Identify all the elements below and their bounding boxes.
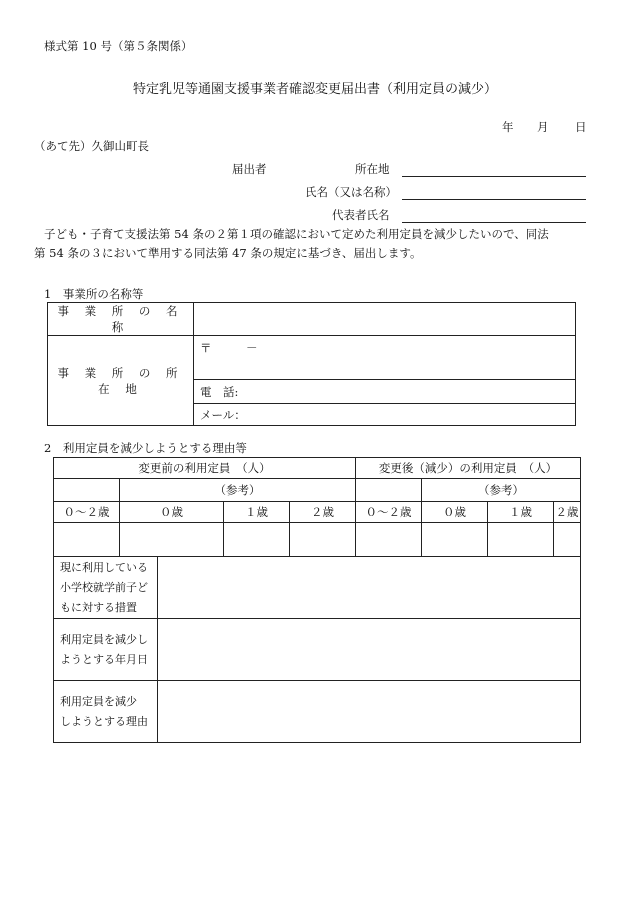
after-capacity-header: 変更後（減少）の利用定員 （人）: [356, 458, 581, 479]
address-label: 所在地: [355, 162, 390, 176]
date-day: 日: [575, 120, 587, 134]
before-0-2-value[interactable]: [54, 523, 120, 557]
after-col-0: ０歳: [422, 502, 488, 523]
name-label: 氏名（又は名称）: [305, 185, 397, 199]
body-text-line2: 第 54 条の３において準用する同法第 47 条の規定に基づき、届出します。: [34, 246, 422, 260]
facility-name-label: 事 業 所 の 名 称: [48, 303, 194, 336]
phone-field[interactable]: 電 話:: [194, 380, 576, 404]
before-col-0: ０歳: [120, 502, 224, 523]
after-col-2: ２歳: [554, 502, 581, 523]
notifier-label: 届出者: [232, 162, 267, 176]
name-field[interactable]: [402, 199, 586, 200]
before-col-0-2: ０～２歳: [54, 502, 120, 523]
capacity-table: [53, 457, 581, 743]
after-reference-header: （参考）: [422, 479, 581, 502]
before-2-value[interactable]: [290, 523, 356, 557]
before-1-value[interactable]: [224, 523, 290, 557]
facility-name-field[interactable]: [194, 303, 576, 336]
after-1-value[interactable]: [488, 523, 554, 557]
before-capacity-header: 変更前の利用定員 （人）: [54, 458, 356, 479]
before-col-1: １歳: [224, 502, 290, 523]
form-number: 様式第 10 号（第５条関係）: [44, 39, 193, 53]
reduction-reason-label: 利用定員を減少 しようとする理由: [54, 681, 158, 743]
reduction-date-field[interactable]: [158, 619, 581, 681]
after-0-value[interactable]: [422, 523, 488, 557]
measures-field[interactable]: [158, 557, 581, 619]
address-field[interactable]: [402, 176, 586, 177]
measures-label: 現に利用している 小学校就学前子ど もに対する措置: [54, 557, 158, 619]
after-2-value[interactable]: [554, 523, 581, 557]
document-title: 特定乳児等通園支援事業者確認変更届出書（利用定員の減少）: [132, 82, 497, 97]
reduction-date-label: 利用定員を減少し ようとする年月日: [54, 619, 158, 681]
date-month: 月: [537, 120, 549, 134]
mail-field[interactable]: メール：: [194, 404, 576, 426]
representative-label: 代表者氏名: [332, 208, 390, 222]
before-reference-header: （参考）: [120, 479, 356, 502]
facility-table: [47, 302, 576, 426]
body-text-line1: 子ども・子育て支援法第 54 条の２第１項の確認において定めた利用定員を減少したいので、同法: [44, 227, 549, 241]
after-col-1: １歳: [488, 502, 554, 523]
date-year: 年: [502, 120, 514, 134]
addressee: （あて先）久御山町長: [34, 139, 149, 153]
representative-field[interactable]: [402, 222, 586, 223]
section2-heading: 2 利用定員を減少しようとする理由等: [44, 441, 247, 455]
postal-field[interactable]: 〒 －: [194, 336, 576, 380]
facility-location-label: 事 業 所 の 所 在 地: [48, 336, 194, 426]
before-0-value[interactable]: [120, 523, 224, 557]
after-0-2-value[interactable]: [356, 523, 422, 557]
reduction-reason-field[interactable]: [158, 681, 581, 743]
after-col-0-2: ０～２歳: [356, 502, 422, 523]
section1-heading: 1 事業所の名称等: [44, 287, 144, 301]
before-col-2: ２歳: [290, 502, 356, 523]
